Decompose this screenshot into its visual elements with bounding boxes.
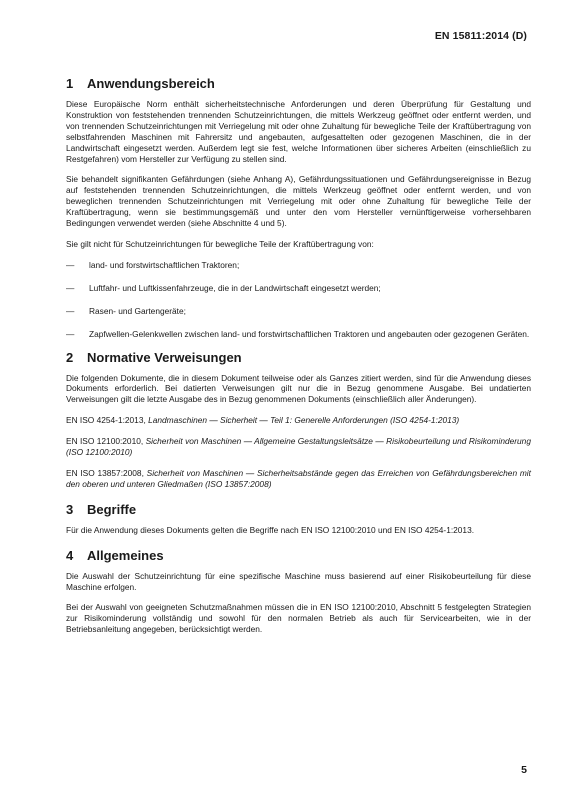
section-heading (66, 502, 531, 517)
list-item (66, 283, 531, 294)
section-normative-references (66, 350, 531, 490)
list-dash: — (66, 282, 75, 293)
reference-title: Landmaschinen — Sicherheit — Teil 1: Generelle Anforderungen (ISO 4254-1:2013) (148, 415, 460, 426)
section-terms (66, 502, 531, 536)
reference-title: Sicherheit von Maschinen — Sicherheitsabstände gegen das Erreichen von Gefährdungsbereichen mit den oberen und unteren Gliedmaßen (ISO 13857:2008) (66, 467, 531, 489)
section-scope (66, 76, 531, 340)
reference-title: Sicherheit von Maschinen — Allgemeine Gestaltungsleitsätze — Risikobeurteilung und Risikominderung (ISO 12100:2010) (66, 436, 531, 458)
list-item-text: Luftfahr- und Luftkissenfahrzeuge, die in der Landwirtschaft eingesetzt werden; (89, 282, 381, 293)
reference-code: EN ISO 13857:2008, (66, 467, 144, 478)
section-title: Begriffe (87, 501, 137, 517)
paragraph: Für die Anwendung dieses Dokuments gelten die Begriffe nach EN ISO 12100:2010 und EN ISO 4254-1:2013. (66, 524, 475, 535)
paragraph: Sie gilt nicht für Schutzeinrichtungen für bewegliche Teile der Kraftübertragung von: (66, 238, 374, 249)
section-number: 3 (66, 501, 74, 517)
reference-entry (66, 415, 531, 426)
section-number: 2 (66, 349, 74, 365)
page-content (66, 76, 531, 645)
section-heading (66, 76, 531, 91)
section-title: Allgemeines (87, 547, 164, 563)
paragraph: Bei der Auswahl von geeigneten Schutzmaßnahmen müssen die in EN ISO 12100:2010, Abschnitt 5 festgelegten Strategien zur Risikominderung vollständig und sowohl für den normalen Betrieb als auch für Servicearbeiten, wie in der Betriebsanleitung angegeben, berücksichtigt werden. (66, 602, 531, 635)
list-dash: — (66, 328, 75, 339)
section-heading (66, 548, 531, 563)
paragraph: Die Auswahl der Schutzeinrichtung für eine spezifische Maschine muss basierend auf einer Risikobeurteilung für diese Maschine erfolgen. (66, 570, 531, 592)
paragraph: Die folgenden Dokumente, die in diesem Dokument teilweise oder als Ganzes zitiert werden, sind für die Anwendung dieses Dokuments erforderlich. Bei datierten Verweisungen gilt nur die in Bezug genommene Ausgabe. Bei undatierten Verweisungen gilt die letzte Ausgabe des in Bezug genommenen Dokuments (einschließlich aller Änderungen). (66, 372, 531, 405)
section-title: Normative Verweisungen (87, 349, 242, 365)
section-number: 4 (66, 547, 74, 563)
section-general (66, 548, 531, 636)
list-dash: — (66, 305, 75, 316)
list-item (66, 329, 531, 340)
paragraph: Sie behandelt signifikanten Gefährdungen (siehe Anhang A), Gefährdungssituationen und Gefährdungsereignisse in Bezug auf feststehenden trennenden Schutzeinrichtungen, die mittels Werkzeug geöffnet oder entfernt werden, und von beweglichen trennenden Schutzeinrichtungen mit Verriegelung mit oder ohne Zuhaltung für bewegliche Teile der Kraftübertragung, wenn sie bestimmungsgemäß und unter den vom Hersteller vernünftigerweise vorhersehbaren Bedingungen verwendet werden (siehe Abschnitte 4 und 5). (66, 174, 531, 229)
list-dash: — (66, 259, 75, 270)
section-number: 1 (66, 76, 74, 91)
paragraph: Diese Europäische Norm enthält sicherheitstechnische Anforderungen und deren Überprüfung für Gestaltung und Konstruktion von feststehenden trennenden Schutzeinrichtungen, die mittels Werkzeug geöffnet oder entfernt werden, und von trennenden Schutzeinrichtungen mit Verriegelung mit oder ohne Zuhaltung für bewegliche Teile der Kraftübertragung von selbstfahrenden Maschinen mit Fahrersitz und angebauten, aufgesattelten oder gezogenen Maschinen, die in der Landwirtschaft eingesetzt werden. Außerdem legt sie fest, welche Informationen über sicheres Arbeiten (einschließlich zu Restgefahren) vom Hersteller zur Verfügung zu stellen sind. (66, 99, 531, 164)
list-item-text: Zapfwellen-Gelenkwellen zwischen land- und forstwirtschaftlichen Traktoren und angebauten oder gezogenen Geräten. (89, 328, 530, 339)
reference-entry (66, 436, 531, 458)
exclusion-list (66, 260, 531, 340)
list-item-text: Rasen- und Gartengeräte; (89, 305, 186, 316)
page-number: 5 (521, 764, 527, 776)
list-item (66, 260, 531, 271)
document-id: EN 15811:2014 (D) (434, 30, 527, 42)
list-item (66, 306, 531, 317)
reference-code: EN ISO 4254-1:2013, (66, 415, 146, 426)
section-title: Anwendungsbereich (87, 76, 215, 91)
list-item-text: land- und forstwirtschaftlichen Traktoren; (89, 259, 240, 270)
reference-entry (66, 468, 531, 490)
reference-code: EN ISO 12100:2010, (66, 436, 144, 447)
section-heading (66, 350, 531, 365)
